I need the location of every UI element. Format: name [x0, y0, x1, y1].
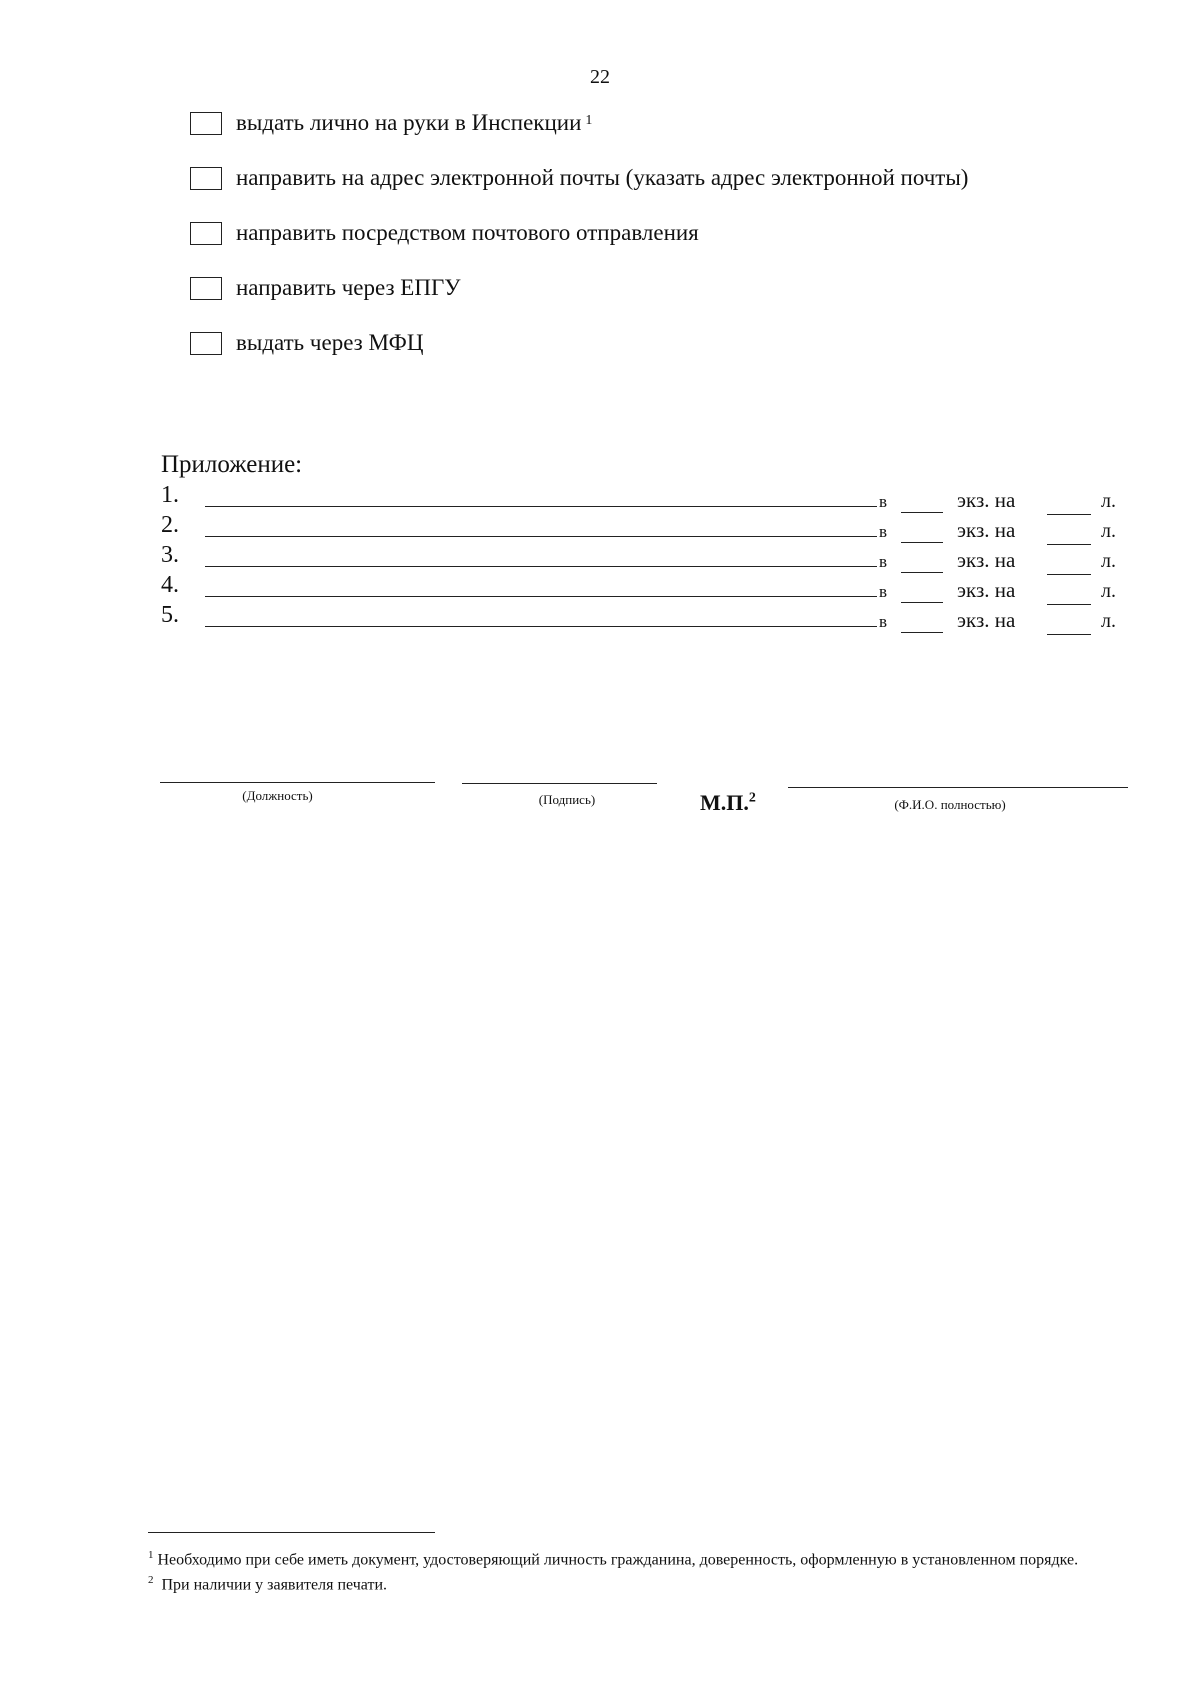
- row-number: 2.: [161, 512, 179, 538]
- row-l-label: л.: [1101, 520, 1116, 542]
- footnote-ref: 1: [585, 113, 593, 128]
- option-label: направить посредством почтового отправления: [236, 220, 699, 245]
- sheets-field[interactable]: [1047, 634, 1091, 635]
- row-v-label: в: [879, 582, 888, 601]
- position-caption: (Должность): [242, 788, 313, 803]
- row-l-label: л.: [1101, 550, 1116, 572]
- appendix-list: [161, 484, 1121, 634]
- row-l-label: л.: [1101, 610, 1116, 632]
- stamp-label: [700, 790, 756, 816]
- document-name-field[interactable]: [205, 536, 877, 537]
- option-label: выдать лично на руки в Инспекции: [236, 110, 582, 135]
- row-v-label: в: [879, 522, 888, 541]
- document-name-field[interactable]: [205, 566, 877, 567]
- option-epgu: [190, 273, 968, 303]
- footnote-2: [148, 1570, 1118, 1595]
- option-inspection: [190, 108, 968, 138]
- footnote-text: Необходимо при себе иметь документ, удостоверяющий личность гражданина, доверенность, оформленную в установленном порядке.: [157, 1551, 1079, 1569]
- row-v-label: в: [879, 612, 888, 631]
- option-post: [190, 218, 968, 248]
- option-label: выдать через МФЦ: [236, 330, 424, 355]
- fullname-caption: (Ф.И.О. полностью): [894, 797, 1006, 812]
- page-number: 22: [590, 66, 610, 88]
- footnotes: [148, 1545, 1118, 1596]
- copies-field[interactable]: [901, 632, 943, 633]
- stamp-text: М.П.: [700, 790, 749, 815]
- delivery-options: [190, 108, 968, 383]
- option-mfc: [190, 328, 968, 358]
- row-l-label: л.: [1101, 490, 1116, 512]
- appendix-title: Приложение:: [161, 451, 303, 478]
- row-number: 3.: [161, 542, 179, 568]
- option-label: направить на адрес электронной почты (указать адрес электронной почты): [236, 165, 969, 190]
- copies-field[interactable]: [901, 542, 943, 543]
- footnote-text: При наличии у заявителя печати.: [161, 1576, 388, 1594]
- row-number: 1.: [161, 482, 179, 508]
- document-name-field[interactable]: [205, 626, 877, 627]
- row-ekz-label: экз. на: [957, 578, 1016, 602]
- checkbox-post[interactable]: [190, 222, 222, 245]
- copies-field[interactable]: [901, 512, 943, 513]
- document-name-field[interactable]: [205, 596, 877, 597]
- footnote-number: 2: [148, 1574, 154, 1587]
- position-line[interactable]: [160, 782, 435, 783]
- row-l-label: л.: [1101, 580, 1116, 602]
- copies-field[interactable]: [901, 602, 943, 603]
- fullname-line[interactable]: [788, 787, 1128, 788]
- appendix-row: [161, 484, 1121, 514]
- row-number: 4.: [161, 572, 179, 598]
- footnote-divider: [148, 1532, 435, 1533]
- document-name-field[interactable]: [205, 506, 877, 507]
- checkbox-mfc[interactable]: [190, 332, 222, 355]
- footnote-ref: 2: [748, 790, 756, 806]
- checkbox-epgu[interactable]: [190, 277, 222, 300]
- footnote-number: 1: [148, 1549, 154, 1561]
- row-v-label: в: [879, 492, 888, 511]
- row-v-label: в: [879, 552, 888, 571]
- row-ekz-label: экз. на: [957, 608, 1016, 632]
- appendix-row: [161, 574, 1121, 604]
- row-ekz-label: экз. на: [957, 518, 1016, 542]
- option-email: [190, 163, 968, 193]
- copies-field[interactable]: [901, 572, 943, 573]
- footnote-1: [148, 1545, 1118, 1570]
- checkbox-inspection[interactable]: [190, 112, 222, 135]
- row-number: 5.: [161, 602, 179, 628]
- appendix-row: [161, 544, 1121, 574]
- signature-caption: (Подпись): [538, 792, 596, 807]
- signature-line[interactable]: [462, 783, 657, 784]
- appendix-row: [161, 514, 1121, 544]
- appendix-row: [161, 604, 1121, 634]
- row-ekz-label: экз. на: [957, 488, 1016, 512]
- option-label: направить через ЕПГУ: [236, 275, 461, 300]
- row-ekz-label: экз. на: [957, 548, 1016, 572]
- checkbox-email[interactable]: [190, 167, 222, 190]
